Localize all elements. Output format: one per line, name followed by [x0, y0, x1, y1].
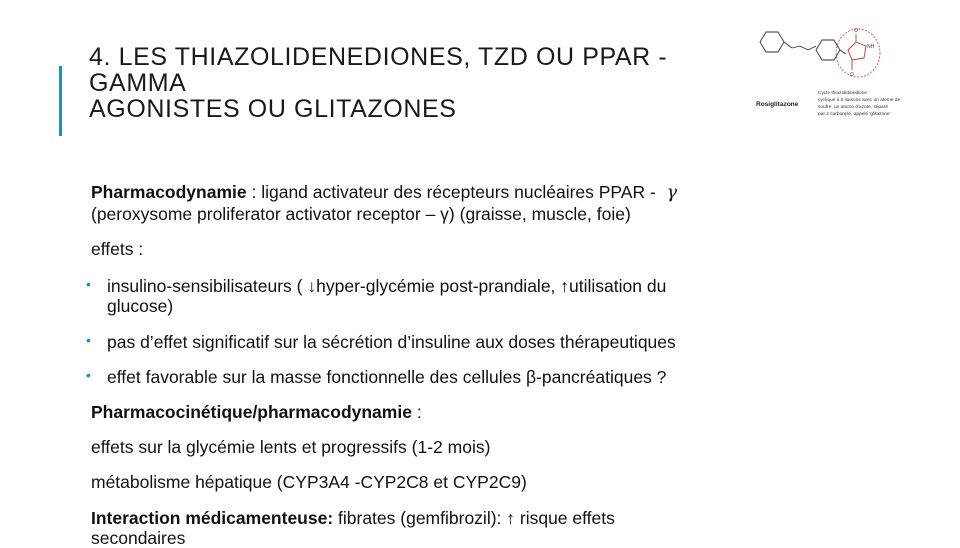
- svg-text:NH: NH: [867, 44, 875, 50]
- pyridine-ring: [760, 32, 784, 52]
- bullet-3-pre: effet favorable sur la masse fonctionnelle des cellules: [107, 367, 526, 387]
- interaction-line: [91, 508, 615, 528]
- highlight-circle: [836, 29, 880, 77]
- bullet-1-post: utilisation du: [569, 276, 667, 296]
- figure-caption-2: cyclique à 5 liaisons avec un atome de: [818, 98, 901, 103]
- bullet-dot-1: •: [86, 276, 91, 292]
- bullet-3-post: -pancréatiques ?: [536, 367, 667, 387]
- figure-label: Rosiglitazone: [756, 101, 799, 108]
- pd-line-2: (peroxysome proliferator activator receptor – γ) (graisse, muscle, foie): [91, 204, 631, 224]
- pharmacocinetique-line: [91, 402, 422, 422]
- pk-text: :: [411, 402, 422, 422]
- title-line-3: AGONISTES OU GLITAZONES: [89, 95, 457, 123]
- bullet-dot-2: •: [86, 332, 91, 348]
- bullet-1-line-2: glucose): [107, 296, 174, 316]
- down-arrow-icon: ↓: [307, 276, 317, 296]
- pd-gamma: γ: [666, 183, 678, 203]
- title-line-1: 4. LES THIAZOLIDENEDIONES, TZD OU PPAR -: [89, 43, 668, 71]
- figure-caption-4: par 2 carbonyle, appelé 'glitazone': [818, 112, 891, 117]
- effets-label: effets :: [91, 239, 144, 259]
- bullet-1-mid: hyper-glycémie post-prandiale,: [316, 276, 561, 296]
- metabolism-line: métabolisme hépatique (CYP3A4 -CYP2C8 et CYP2C9): [91, 472, 527, 492]
- interaction-text: fibrates (gemfibrozil): ↑ risque effets: [333, 508, 615, 528]
- thiazolidinedione-ring: [848, 42, 866, 60]
- bullet-2: pas d’effet significatif sur la sécrétion d’insuline aux doses thérapeutiques: [107, 332, 676, 352]
- svg-text:O: O: [854, 28, 858, 34]
- pk-label: Pharmacocinétique/pharmacodynamie: [91, 402, 412, 422]
- interaction-label: Interaction médicamenteuse:: [91, 508, 334, 528]
- rosiglitazone-structure-figure: [752, 20, 922, 132]
- pharmacodynamie-line: [91, 182, 677, 203]
- bullet-dot-3: •: [86, 367, 91, 383]
- pd-text: : ligand activateur des récepteurs nucléaires PPAR -: [246, 182, 661, 202]
- beta-symbol: β: [525, 367, 537, 387]
- interaction-line-2: secondaires: [91, 528, 186, 548]
- title-accent-bar: [59, 66, 62, 136]
- bullet-1-line-1: [107, 276, 666, 296]
- figure-caption-1: Cycle thiazolidinedione: [818, 91, 868, 96]
- pd-label: Pharmacodynamie: [91, 182, 247, 202]
- up-arrow-icon: ↑: [560, 276, 570, 296]
- slide-title: [89, 44, 789, 122]
- bullet-3: [107, 367, 666, 387]
- figure-caption-3: soufre, un atome d'azote, séparé: [818, 105, 888, 110]
- title-line-2: GAMMA: [89, 69, 187, 97]
- svg-text:O: O: [850, 72, 854, 78]
- pk-effects-line: effets sur la glycémie lents et progressifs (1-2 mois): [91, 437, 491, 457]
- bullet-1-pre: insulino-sensibilisateurs (: [107, 276, 308, 296]
